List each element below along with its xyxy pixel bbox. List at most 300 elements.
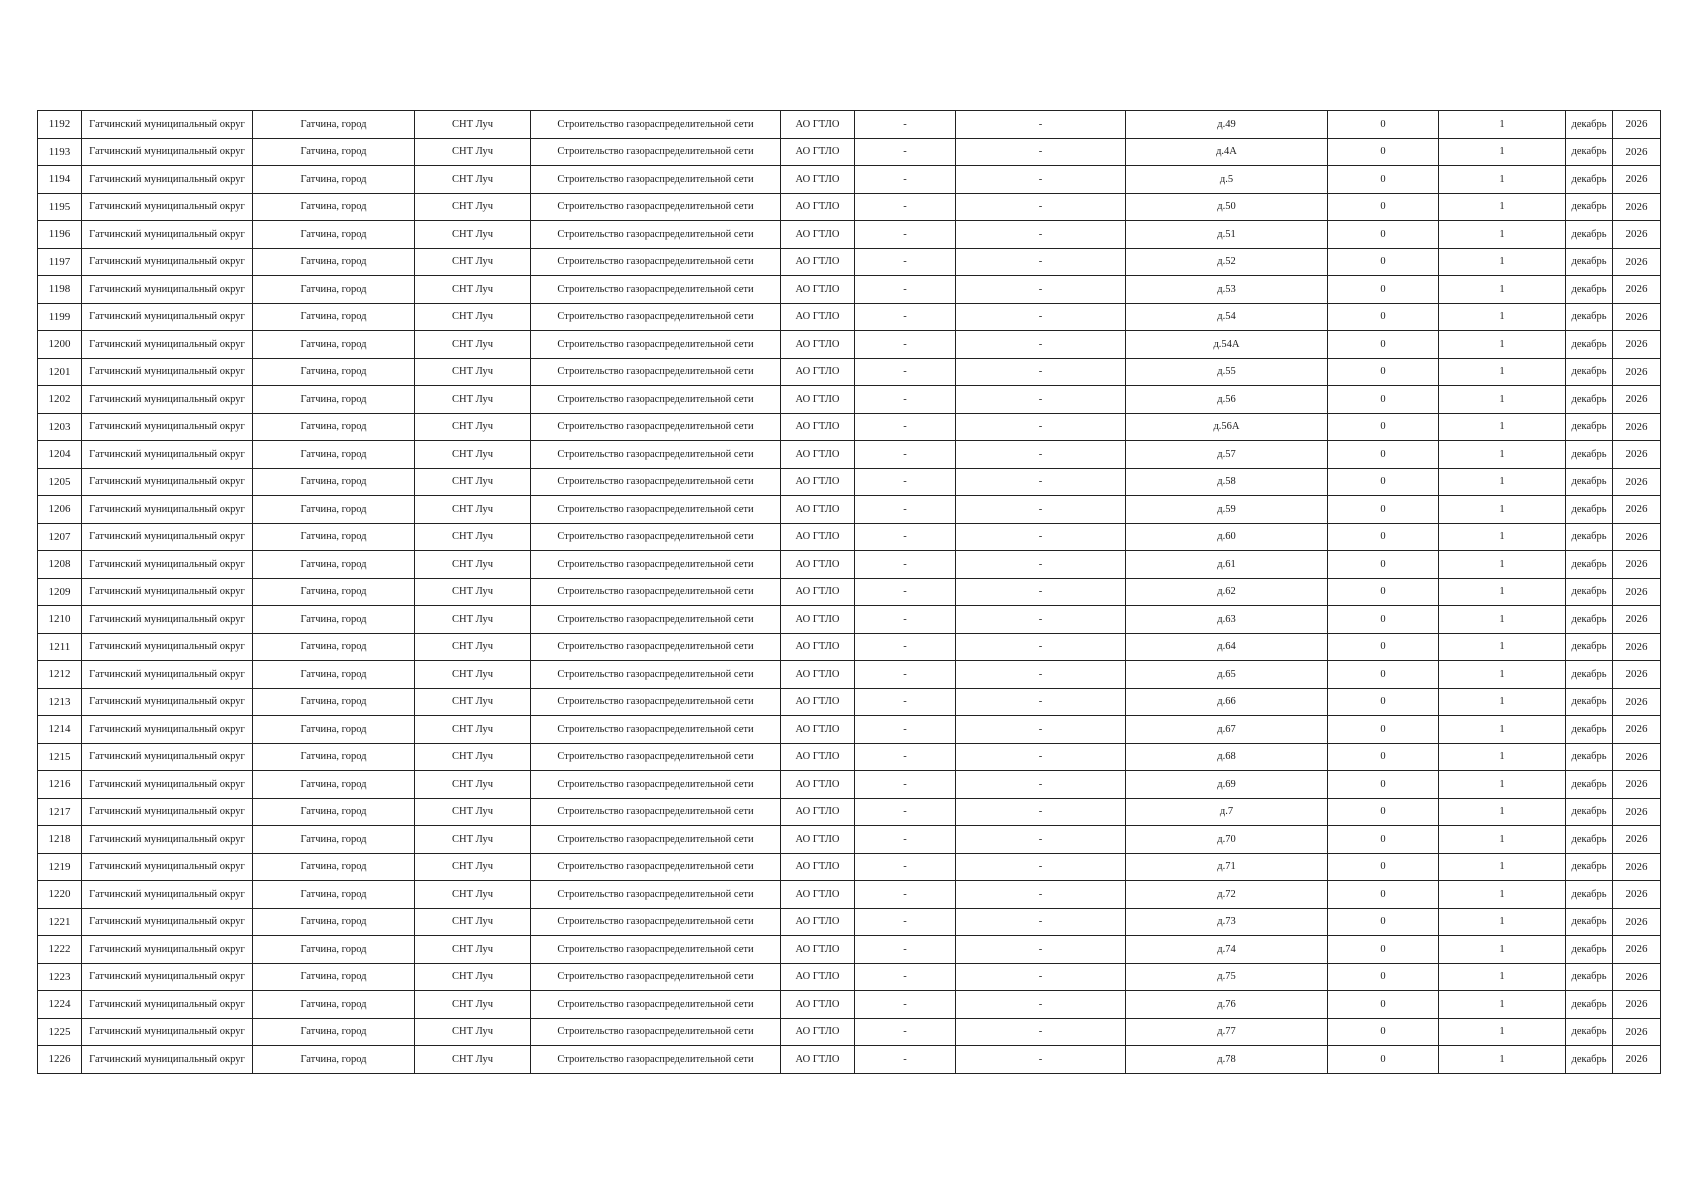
cell-month: декабрь [1566, 963, 1613, 991]
table-row [38, 798, 1661, 826]
cell-locality: СНТ Луч [415, 358, 531, 386]
cell-settlement: Гатчина, город [253, 166, 415, 194]
cell-house: д.53 [1126, 276, 1328, 304]
cell-organization: АО ГТЛО [781, 468, 855, 496]
table-row [38, 386, 1661, 414]
cell-street: - [855, 386, 956, 414]
cell-house: д.74 [1126, 936, 1328, 964]
cell-value-2: 1 [1439, 661, 1566, 689]
cell-settlement: Гатчина, город [253, 496, 415, 524]
cell-activity: Строительство газораспределительной сети [531, 276, 781, 304]
cell-value-2: 1 [1439, 166, 1566, 194]
cell-house: д.63 [1126, 606, 1328, 634]
cell-organization: АО ГТЛО [781, 578, 855, 606]
cell-organization: АО ГТЛО [781, 523, 855, 551]
cell-value-1: 0 [1328, 523, 1439, 551]
cell-value-1: 0 [1328, 413, 1439, 441]
cell-activity: Строительство газораспределительной сети [531, 468, 781, 496]
table-row [38, 138, 1661, 166]
cell-number: 1201 [38, 358, 82, 386]
cell-settlement: Гатчина, город [253, 551, 415, 579]
cell-month: декабрь [1566, 221, 1613, 249]
cell-number: 1204 [38, 441, 82, 469]
cell-house: д.75 [1126, 963, 1328, 991]
cell-activity: Строительство газораспределительной сети [531, 358, 781, 386]
cell-locality: СНТ Луч [415, 606, 531, 634]
data-table [37, 110, 1661, 1074]
cell-year: 2026 [1613, 798, 1661, 826]
cell-value-2: 1 [1439, 358, 1566, 386]
cell-organization: АО ГТЛО [781, 386, 855, 414]
cell-month: декабрь [1566, 936, 1613, 964]
cell-number: 1210 [38, 606, 82, 634]
cell-year: 2026 [1613, 578, 1661, 606]
cell-district: Гатчинский муниципальный округ [82, 413, 253, 441]
cell-year: 2026 [1613, 468, 1661, 496]
cell-house: д.64 [1126, 633, 1328, 661]
cell-year: 2026 [1613, 496, 1661, 524]
cell-settlement: Гатчина, город [253, 193, 415, 221]
cell-activity: Строительство газораспределительной сети [531, 853, 781, 881]
cell-plot: - [956, 441, 1126, 469]
cell-value-1: 0 [1328, 771, 1439, 799]
cell-value-2: 1 [1439, 798, 1566, 826]
cell-district: Гатчинский муниципальный округ [82, 1018, 253, 1046]
cell-settlement: Гатчина, город [253, 688, 415, 716]
cell-district: Гатчинский муниципальный округ [82, 303, 253, 331]
table-row [38, 111, 1661, 139]
cell-value-1: 0 [1328, 881, 1439, 909]
cell-locality: СНТ Луч [415, 991, 531, 1019]
cell-activity: Строительство газораспределительной сети [531, 606, 781, 634]
cell-street: - [855, 963, 956, 991]
cell-locality: СНТ Луч [415, 441, 531, 469]
cell-plot: - [956, 881, 1126, 909]
cell-settlement: Гатчина, город [253, 798, 415, 826]
cell-number: 1197 [38, 248, 82, 276]
cell-month: декабрь [1566, 303, 1613, 331]
cell-value-1: 0 [1328, 496, 1439, 524]
cell-plot: - [956, 221, 1126, 249]
cell-month: декабрь [1566, 413, 1613, 441]
cell-district: Гатчинский муниципальный округ [82, 963, 253, 991]
cell-plot: - [956, 826, 1126, 854]
cell-activity: Строительство газораспределительной сети [531, 743, 781, 771]
cell-value-2: 1 [1439, 826, 1566, 854]
cell-number: 1225 [38, 1018, 82, 1046]
cell-settlement: Гатчина, город [253, 248, 415, 276]
cell-value-2: 1 [1439, 551, 1566, 579]
cell-month: декабрь [1566, 496, 1613, 524]
cell-year: 2026 [1613, 1046, 1661, 1074]
cell-locality: СНТ Луч [415, 826, 531, 854]
cell-organization: АО ГТЛО [781, 826, 855, 854]
cell-organization: АО ГТЛО [781, 743, 855, 771]
table-row [38, 1046, 1661, 1074]
cell-street: - [855, 661, 956, 689]
cell-year: 2026 [1613, 358, 1661, 386]
cell-activity: Строительство газораспределительной сети [531, 193, 781, 221]
cell-house: д.62 [1126, 578, 1328, 606]
cell-activity: Строительство газораспределительной сети [531, 881, 781, 909]
cell-value-1: 0 [1328, 743, 1439, 771]
cell-plot: - [956, 468, 1126, 496]
table-row [38, 358, 1661, 386]
cell-year: 2026 [1613, 166, 1661, 194]
cell-number: 1226 [38, 1046, 82, 1074]
cell-organization: АО ГТЛО [781, 331, 855, 359]
cell-house: д.54 [1126, 303, 1328, 331]
cell-organization: АО ГТЛО [781, 138, 855, 166]
cell-house: д.68 [1126, 743, 1328, 771]
cell-activity: Строительство газораспределительной сети [531, 826, 781, 854]
cell-organization: АО ГТЛО [781, 661, 855, 689]
cell-value-2: 1 [1439, 331, 1566, 359]
cell-activity: Строительство газораспределительной сети [531, 496, 781, 524]
table-row [38, 771, 1661, 799]
cell-street: - [855, 358, 956, 386]
cell-number: 1192 [38, 111, 82, 139]
cell-organization: АО ГТЛО [781, 771, 855, 799]
cell-street: - [855, 578, 956, 606]
cell-district: Гатчинский муниципальный округ [82, 358, 253, 386]
cell-year: 2026 [1613, 248, 1661, 276]
cell-locality: СНТ Луч [415, 1046, 531, 1074]
cell-district: Гатчинский муниципальный округ [82, 908, 253, 936]
cell-plot: - [956, 413, 1126, 441]
cell-organization: АО ГТЛО [781, 633, 855, 661]
cell-activity: Строительство газораспределительной сети [531, 1018, 781, 1046]
cell-house: д.70 [1126, 826, 1328, 854]
cell-value-2: 1 [1439, 413, 1566, 441]
cell-activity: Строительство газораспределительной сети [531, 633, 781, 661]
cell-settlement: Гатчина, город [253, 331, 415, 359]
table-row [38, 991, 1661, 1019]
cell-plot: - [956, 1046, 1126, 1074]
cell-house: д.61 [1126, 551, 1328, 579]
cell-house: д.4А [1126, 138, 1328, 166]
cell-number: 1219 [38, 853, 82, 881]
cell-street: - [855, 991, 956, 1019]
cell-house: д.50 [1126, 193, 1328, 221]
cell-street: - [855, 166, 956, 194]
cell-district: Гатчинский муниципальный округ [82, 578, 253, 606]
cell-district: Гатчинский муниципальный округ [82, 633, 253, 661]
cell-locality: СНТ Луч [415, 303, 531, 331]
cell-value-2: 1 [1439, 743, 1566, 771]
cell-district: Гатчинский муниципальный округ [82, 248, 253, 276]
cell-month: декабрь [1566, 743, 1613, 771]
cell-locality: СНТ Луч [415, 221, 531, 249]
cell-settlement: Гатчина, город [253, 303, 415, 331]
cell-plot: - [956, 936, 1126, 964]
cell-year: 2026 [1613, 606, 1661, 634]
cell-plot: - [956, 166, 1126, 194]
cell-street: - [855, 853, 956, 881]
cell-settlement: Гатчина, город [253, 468, 415, 496]
table-row [38, 248, 1661, 276]
cell-organization: АО ГТЛО [781, 798, 855, 826]
cell-month: декабрь [1566, 881, 1613, 909]
cell-activity: Строительство газораспределительной сети [531, 1046, 781, 1074]
cell-number: 1207 [38, 523, 82, 551]
cell-year: 2026 [1613, 551, 1661, 579]
cell-value-2: 1 [1439, 248, 1566, 276]
cell-house: д.49 [1126, 111, 1328, 139]
cell-activity: Строительство газораспределительной сети [531, 331, 781, 359]
cell-street: - [855, 441, 956, 469]
cell-plot: - [956, 523, 1126, 551]
table-row [38, 523, 1661, 551]
table-body [38, 111, 1661, 1074]
cell-plot: - [956, 716, 1126, 744]
table-row [38, 716, 1661, 744]
table-row [38, 578, 1661, 606]
cell-number: 1211 [38, 633, 82, 661]
cell-month: декабрь [1566, 633, 1613, 661]
cell-street: - [855, 633, 956, 661]
cell-year: 2026 [1613, 743, 1661, 771]
cell-locality: СНТ Луч [415, 688, 531, 716]
cell-plot: - [956, 496, 1126, 524]
cell-street: - [855, 303, 956, 331]
cell-number: 1193 [38, 138, 82, 166]
cell-activity: Строительство газораспределительной сети [531, 963, 781, 991]
cell-number: 1194 [38, 166, 82, 194]
cell-district: Гатчинский муниципальный округ [82, 111, 253, 139]
cell-locality: СНТ Луч [415, 798, 531, 826]
cell-activity: Строительство газораспределительной сети [531, 303, 781, 331]
cell-activity: Строительство газораспределительной сети [531, 523, 781, 551]
cell-settlement: Гатчина, город [253, 276, 415, 304]
cell-organization: АО ГТЛО [781, 221, 855, 249]
cell-activity: Строительство газораспределительной сети [531, 578, 781, 606]
cell-month: декабрь [1566, 606, 1613, 634]
table-row [38, 936, 1661, 964]
cell-value-1: 0 [1328, 138, 1439, 166]
cell-month: декабрь [1566, 551, 1613, 579]
table-row [38, 963, 1661, 991]
cell-district: Гатчинский муниципальный округ [82, 138, 253, 166]
cell-value-1: 0 [1328, 798, 1439, 826]
table-row [38, 908, 1661, 936]
cell-settlement: Гатчина, город [253, 606, 415, 634]
cell-number: 1221 [38, 908, 82, 936]
cell-value-1: 0 [1328, 908, 1439, 936]
cell-value-2: 1 [1439, 908, 1566, 936]
cell-street: - [855, 743, 956, 771]
cell-district: Гатчинский муниципальный округ [82, 331, 253, 359]
cell-organization: АО ГТЛО [781, 908, 855, 936]
cell-month: декабрь [1566, 468, 1613, 496]
cell-value-1: 0 [1328, 578, 1439, 606]
cell-value-2: 1 [1439, 111, 1566, 139]
cell-house: д.58 [1126, 468, 1328, 496]
cell-settlement: Гатчина, город [253, 1046, 415, 1074]
cell-value-2: 1 [1439, 991, 1566, 1019]
cell-plot: - [956, 386, 1126, 414]
cell-value-2: 1 [1439, 193, 1566, 221]
cell-activity: Строительство газораспределительной сети [531, 991, 781, 1019]
cell-year: 2026 [1613, 688, 1661, 716]
cell-organization: АО ГТЛО [781, 193, 855, 221]
cell-year: 2026 [1613, 936, 1661, 964]
table-row [38, 853, 1661, 881]
cell-district: Гатчинский муниципальный округ [82, 771, 253, 799]
cell-value-1: 0 [1328, 688, 1439, 716]
cell-year: 2026 [1613, 1018, 1661, 1046]
cell-month: декабрь [1566, 826, 1613, 854]
table-row [38, 826, 1661, 854]
cell-number: 1195 [38, 193, 82, 221]
cell-house: д.54А [1126, 331, 1328, 359]
cell-locality: СНТ Луч [415, 908, 531, 936]
cell-organization: АО ГТЛО [781, 551, 855, 579]
cell-street: - [855, 551, 956, 579]
cell-street: - [855, 881, 956, 909]
cell-settlement: Гатчина, город [253, 578, 415, 606]
cell-number: 1203 [38, 413, 82, 441]
cell-house: д.57 [1126, 441, 1328, 469]
table-row [38, 881, 1661, 909]
cell-value-1: 0 [1328, 853, 1439, 881]
cell-value-2: 1 [1439, 633, 1566, 661]
cell-district: Гатчинский муниципальный округ [82, 991, 253, 1019]
cell-street: - [855, 771, 956, 799]
cell-value-2: 1 [1439, 1018, 1566, 1046]
cell-plot: - [956, 111, 1126, 139]
cell-locality: СНТ Луч [415, 716, 531, 744]
cell-settlement: Гатчина, город [253, 963, 415, 991]
cell-value-2: 1 [1439, 716, 1566, 744]
cell-plot: - [956, 276, 1126, 304]
cell-locality: СНТ Луч [415, 881, 531, 909]
cell-value-1: 0 [1328, 716, 1439, 744]
cell-settlement: Гатчина, город [253, 633, 415, 661]
cell-organization: АО ГТЛО [781, 248, 855, 276]
cell-value-1: 0 [1328, 826, 1439, 854]
cell-year: 2026 [1613, 413, 1661, 441]
cell-value-1: 0 [1328, 358, 1439, 386]
cell-number: 1209 [38, 578, 82, 606]
cell-settlement: Гатчина, город [253, 771, 415, 799]
cell-district: Гатчинский муниципальный округ [82, 936, 253, 964]
cell-value-2: 1 [1439, 771, 1566, 799]
cell-street: - [855, 468, 956, 496]
cell-locality: СНТ Луч [415, 523, 531, 551]
cell-year: 2026 [1613, 881, 1661, 909]
cell-value-2: 1 [1439, 688, 1566, 716]
cell-locality: СНТ Луч [415, 551, 531, 579]
cell-plot: - [956, 578, 1126, 606]
cell-street: - [855, 688, 956, 716]
cell-settlement: Гатчина, город [253, 221, 415, 249]
table-row [38, 276, 1661, 304]
cell-month: декабрь [1566, 1046, 1613, 1074]
cell-month: декабрь [1566, 523, 1613, 551]
cell-month: декабрь [1566, 166, 1613, 194]
cell-value-1: 0 [1328, 991, 1439, 1019]
cell-value-1: 0 [1328, 551, 1439, 579]
cell-district: Гатчинский муниципальный округ [82, 276, 253, 304]
cell-year: 2026 [1613, 908, 1661, 936]
cell-activity: Строительство газораспределительной сети [531, 166, 781, 194]
cell-value-1: 0 [1328, 193, 1439, 221]
cell-activity: Строительство газораспределительной сети [531, 413, 781, 441]
cell-organization: АО ГТЛО [781, 441, 855, 469]
cell-activity: Строительство газораспределительной сети [531, 248, 781, 276]
cell-organization: АО ГТЛО [781, 1046, 855, 1074]
cell-house: д.76 [1126, 991, 1328, 1019]
cell-plot: - [956, 193, 1126, 221]
cell-district: Гатчинский муниципальный округ [82, 661, 253, 689]
cell-house: д.66 [1126, 688, 1328, 716]
cell-house: д.7 [1126, 798, 1328, 826]
cell-street: - [855, 1018, 956, 1046]
table-row [38, 551, 1661, 579]
table-row [38, 633, 1661, 661]
cell-settlement: Гатчина, город [253, 386, 415, 414]
cell-activity: Строительство газораспределительной сети [531, 221, 781, 249]
cell-value-2: 1 [1439, 276, 1566, 304]
cell-month: декабрь [1566, 688, 1613, 716]
cell-month: декабрь [1566, 661, 1613, 689]
table-row [38, 468, 1661, 496]
cell-value-1: 0 [1328, 468, 1439, 496]
cell-organization: АО ГТЛО [781, 1018, 855, 1046]
cell-value-2: 1 [1439, 303, 1566, 331]
cell-plot: - [956, 908, 1126, 936]
cell-locality: СНТ Луч [415, 138, 531, 166]
cell-street: - [855, 606, 956, 634]
cell-activity: Строительство газораспределительной сети [531, 551, 781, 579]
cell-activity: Строительство газораспределительной сети [531, 936, 781, 964]
cell-district: Гатчинский муниципальный округ [82, 798, 253, 826]
cell-locality: СНТ Луч [415, 661, 531, 689]
cell-settlement: Гатчина, город [253, 991, 415, 1019]
cell-year: 2026 [1613, 303, 1661, 331]
cell-settlement: Гатчина, город [253, 853, 415, 881]
cell-district: Гатчинский муниципальный округ [82, 523, 253, 551]
cell-activity: Строительство газораспределительной сети [531, 688, 781, 716]
cell-activity: Строительство газораспределительной сети [531, 386, 781, 414]
cell-organization: АО ГТЛО [781, 111, 855, 139]
cell-locality: СНТ Луч [415, 633, 531, 661]
cell-value-1: 0 [1328, 633, 1439, 661]
cell-number: 1224 [38, 991, 82, 1019]
cell-plot: - [956, 771, 1126, 799]
cell-locality: СНТ Луч [415, 468, 531, 496]
cell-year: 2026 [1613, 386, 1661, 414]
cell-plot: - [956, 633, 1126, 661]
cell-number: 1216 [38, 771, 82, 799]
cell-number: 1222 [38, 936, 82, 964]
cell-value-2: 1 [1439, 523, 1566, 551]
cell-year: 2026 [1613, 963, 1661, 991]
cell-organization: АО ГТЛО [781, 991, 855, 1019]
cell-number: 1217 [38, 798, 82, 826]
cell-activity: Строительство газораспределительной сети [531, 138, 781, 166]
cell-district: Гатчинский муниципальный округ [82, 496, 253, 524]
cell-organization: АО ГТЛО [781, 963, 855, 991]
cell-year: 2026 [1613, 991, 1661, 1019]
cell-value-1: 0 [1328, 303, 1439, 331]
cell-value-2: 1 [1439, 468, 1566, 496]
table-row [38, 606, 1661, 634]
table-row [38, 303, 1661, 331]
cell-locality: СНТ Луч [415, 331, 531, 359]
cell-month: декабрь [1566, 358, 1613, 386]
